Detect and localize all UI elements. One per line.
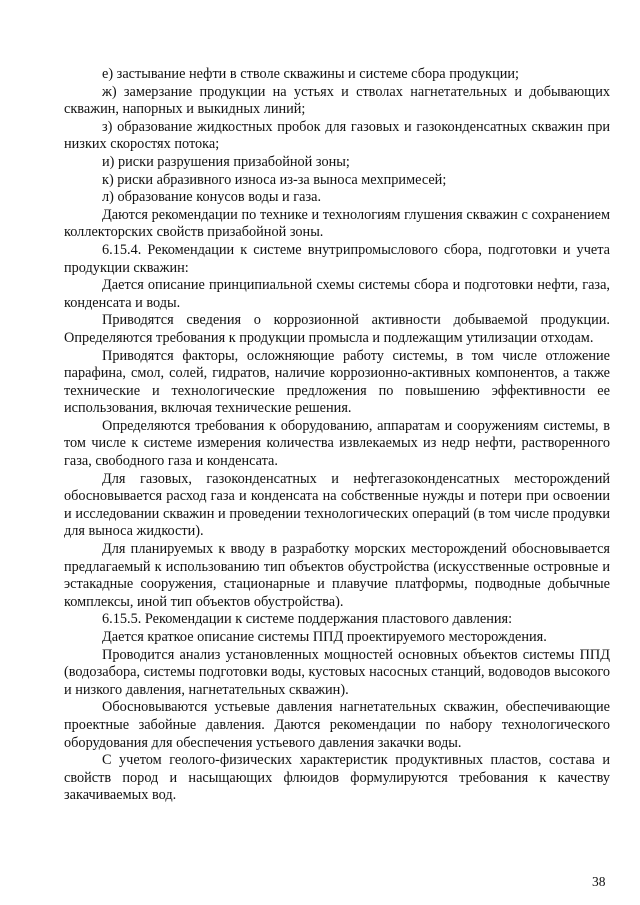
body-text bbox=[64, 66, 610, 805]
list-item-z: з) образование жидкостных пробок для газовых и газоконденсатных скважин при низких скоростях потока; bbox=[64, 118, 610, 153]
paragraph: Дается краткое описание системы ППД проектируемого месторождения. bbox=[102, 629, 547, 645]
section-heading-6-15-4: 6.15.4. Рекомендации к системе внутрипромыслового сбора, подготовки и учета продукции скважин: bbox=[64, 241, 610, 276]
list-item-e: е) застывание нефти в стволе скважины и системе сбора продукции; bbox=[102, 66, 520, 82]
paragraph: Проводится анализ установленных мощностей основных объектов системы ППД (водозабора, системы подготовки воды, кустовых насосных станций, водоводов высокого и низкого давления, нагнетательных скважин). bbox=[64, 646, 610, 698]
paragraph: Определяются требования к оборудованию, аппаратам и сооружениям системы, в том числе к системе измерения количества извлекаемых из недр нефти, растворенного газа, свободного газа и конденсата. bbox=[64, 417, 610, 470]
paragraph: Приводятся сведения о коррозионной активности добываемой продукции. Определяются требования к продукции промысла и подлежащим утилизации отходам. bbox=[64, 312, 610, 346]
list-item-i: и) риски разрушения призабойной зоны; bbox=[102, 153, 350, 170]
paragraph: Приводятся факторы, осложняющие работу системы, в том числе отложение парафина, смол, солей, гидратов, наличие коррозионно-активных компонентов, а также технические и технологические предложения по повышению эффективности ее использования, включая технические решения. bbox=[64, 347, 610, 417]
section-heading-6-15-5: 6.15.5. Рекомендации к системе поддержания пластового давления: bbox=[102, 611, 513, 628]
page-number: 38 bbox=[592, 874, 606, 889]
paragraph: С учетом геолого-физических характеристик продуктивных пластов, состава и свойств пород и насыщающих флюидов формулируются требования к качеству закачиваемых вод. bbox=[64, 752, 610, 804]
paragraph: Для планируемых к вводу в разработку морских месторождений обосновывается предлагаемый к использованию тип объектов обустройства (искусственные островные и эстакадные сооружения, стационарные и плавучие платформы, подводные добычные комплексы, иной тип объектов обустройства). bbox=[64, 541, 610, 610]
paragraph: Дается описание принципиальной схемы системы сбора и подготовки нефти, газа, конденсата и воды. bbox=[64, 277, 610, 311]
paragraph: Обосновываются устьевые давления нагнетательных скважин, обеспечивающие проектные забойные давления. Даются рекомендации по набору технологического оборудования для обеспечения устьевого давления закачки воды. bbox=[64, 699, 610, 751]
list-item-l: л) образование конусов воды и газа. bbox=[102, 189, 322, 206]
list-item-zh: ж) замерзание продукции на устьях и стволах нагнетательных и добывающих скважин, напорных и выкидных линий; bbox=[64, 83, 610, 118]
paragraph: Даются рекомендации по технике и технологиям глушения скважин с сохранением коллекторских свойств призабойной зоны. bbox=[64, 206, 610, 241]
list-item-k: к) риски абразивного износа из-за выноса мехпримесей; bbox=[102, 171, 447, 188]
paragraph: Для газовых, газоконденсатных и нефтегазоконденсатных месторождений обосновывается расход газа и конденсата на собственные нужды и потери при освоении и исследовании скважин и проведении технологических операций (в том числе продувки для выноса жидкости). bbox=[64, 470, 610, 540]
